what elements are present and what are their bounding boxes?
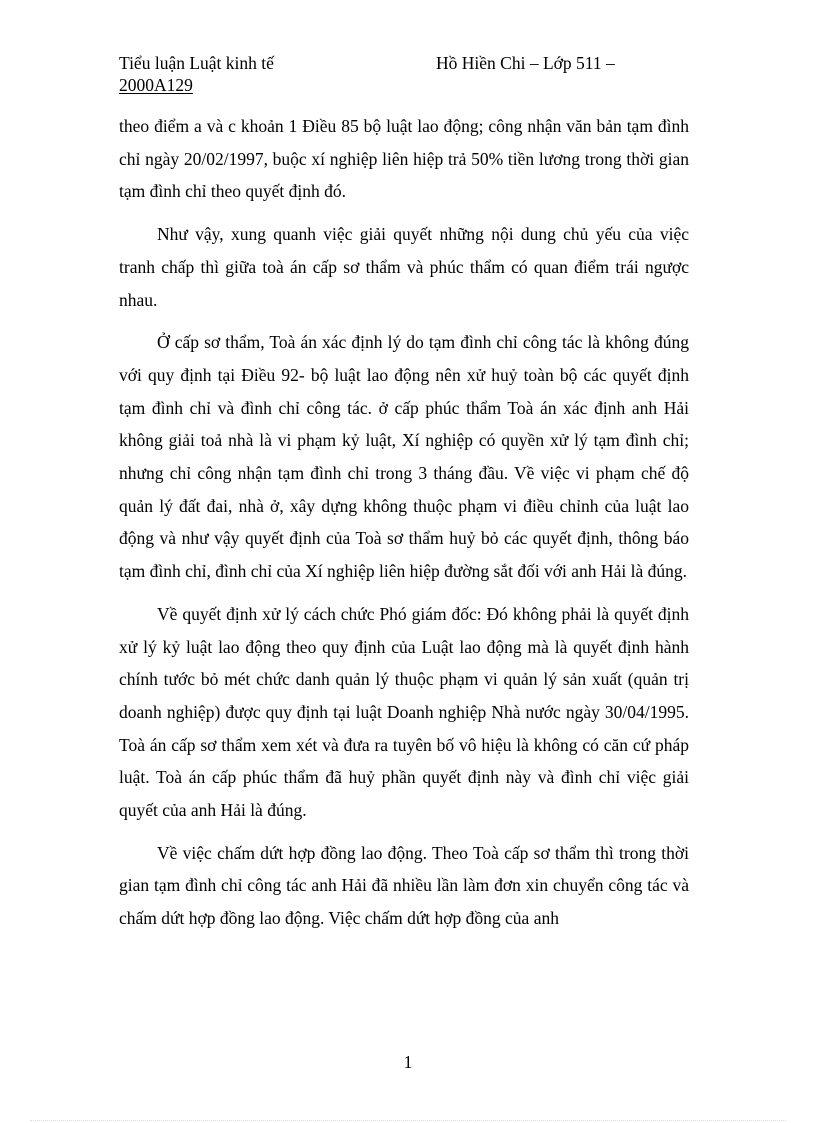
paragraph-2: Như vậy, xung quanh việc giải quyết những nội dung chủ yếu của việc tranh chấp thì giữa toà án cấp sơ thẩm và phúc thẩm có quan điểm trái ngược nhau. (119, 224, 689, 310)
paragraph-5: Về việc chấm dứt hợp đồng lao động. Theo Toà cấp sơ thẩm thì trong thời gian tạm đình chỉ công tác anh Hải đã nhiều lần làm đơn xin chuyển công tác và chấm dứt hợp đồng lao động. Việc chấm dứt hợp đồng của anh (119, 842, 689, 929)
page-header (119, 52, 639, 96)
document-body (119, 110, 689, 945)
paragraph-4: Về quyết định xử lý cách chức Phó giám đốc: Đó không phải là quyết định xử lý kỷ luật lao động theo quy định của Luật lao động mà là quyết định hành chính tước bỏ mét chức danh quản lý thuộc phạm vi quản lý sản xuất (quản trị doanh nghiệp) được quy định tại luật Doanh nghiệp Nhà nước ngày 30/04/1995. Toà án cấp sơ thẩm xem xét và đưa ra tuyên bố vô hiệu là không có căn cứ pháp luật. Toà án cấp phúc thẩm đã huỷ phần quyết định này và đình chỉ việc giải quyết của anh Hải là đúng. (119, 603, 689, 821)
page-bottom-divider (30, 1120, 786, 1121)
page-number: 1 (403, 1052, 413, 1072)
paragraph-3: Ở cấp sơ thẩm, Toà án xác định lý do tạm đình chỉ công tác là không đúng với quy định tại Điều 92- bộ luật lao động nên xử huỷ toàn bộ các quyết định tạm đình chỉ và đình chỉ công tác. ở cấp phúc thẩm Toà án xác định anh Hải không giải toả nhà là vi phạm kỷ luật, Xí nghiệp có quyền xử lý tạm đình chỉ; nhưng chỉ công nhận tạm đình chỉ trong 3 tháng đầu. Về việc vi phạm chế độ quản lý đất đai, nhà ở, xây dựng không thuộc phạm vi điều chỉnh của luật lao động và như vậy quyết định của Toà sơ thẩm huỷ bỏ các quyết định, thông báo tạm đình chỉ, đình chỉ của Xí nghiệp liên hiệp đường sắt đối với anh Hải là đúng. (119, 332, 689, 582)
paragraph-1: theo điểm a và c khoản 1 Điều 85 bộ luật lao động; công nhận văn bản tạm đình chỉ ngày 20/02/1997, buộc xí nghiệp liên hiệp trả 50% tiền lương trong thời gian tạm đình chỉ theo quyết định đó. (119, 116, 689, 202)
header-course-title: Tiểu luận Luật kinh tế (119, 53, 274, 73)
header-author: Hồ Hiền Chi – Lớp 511 – (436, 53, 615, 73)
header-class-code: 2000A129 (119, 75, 193, 95)
